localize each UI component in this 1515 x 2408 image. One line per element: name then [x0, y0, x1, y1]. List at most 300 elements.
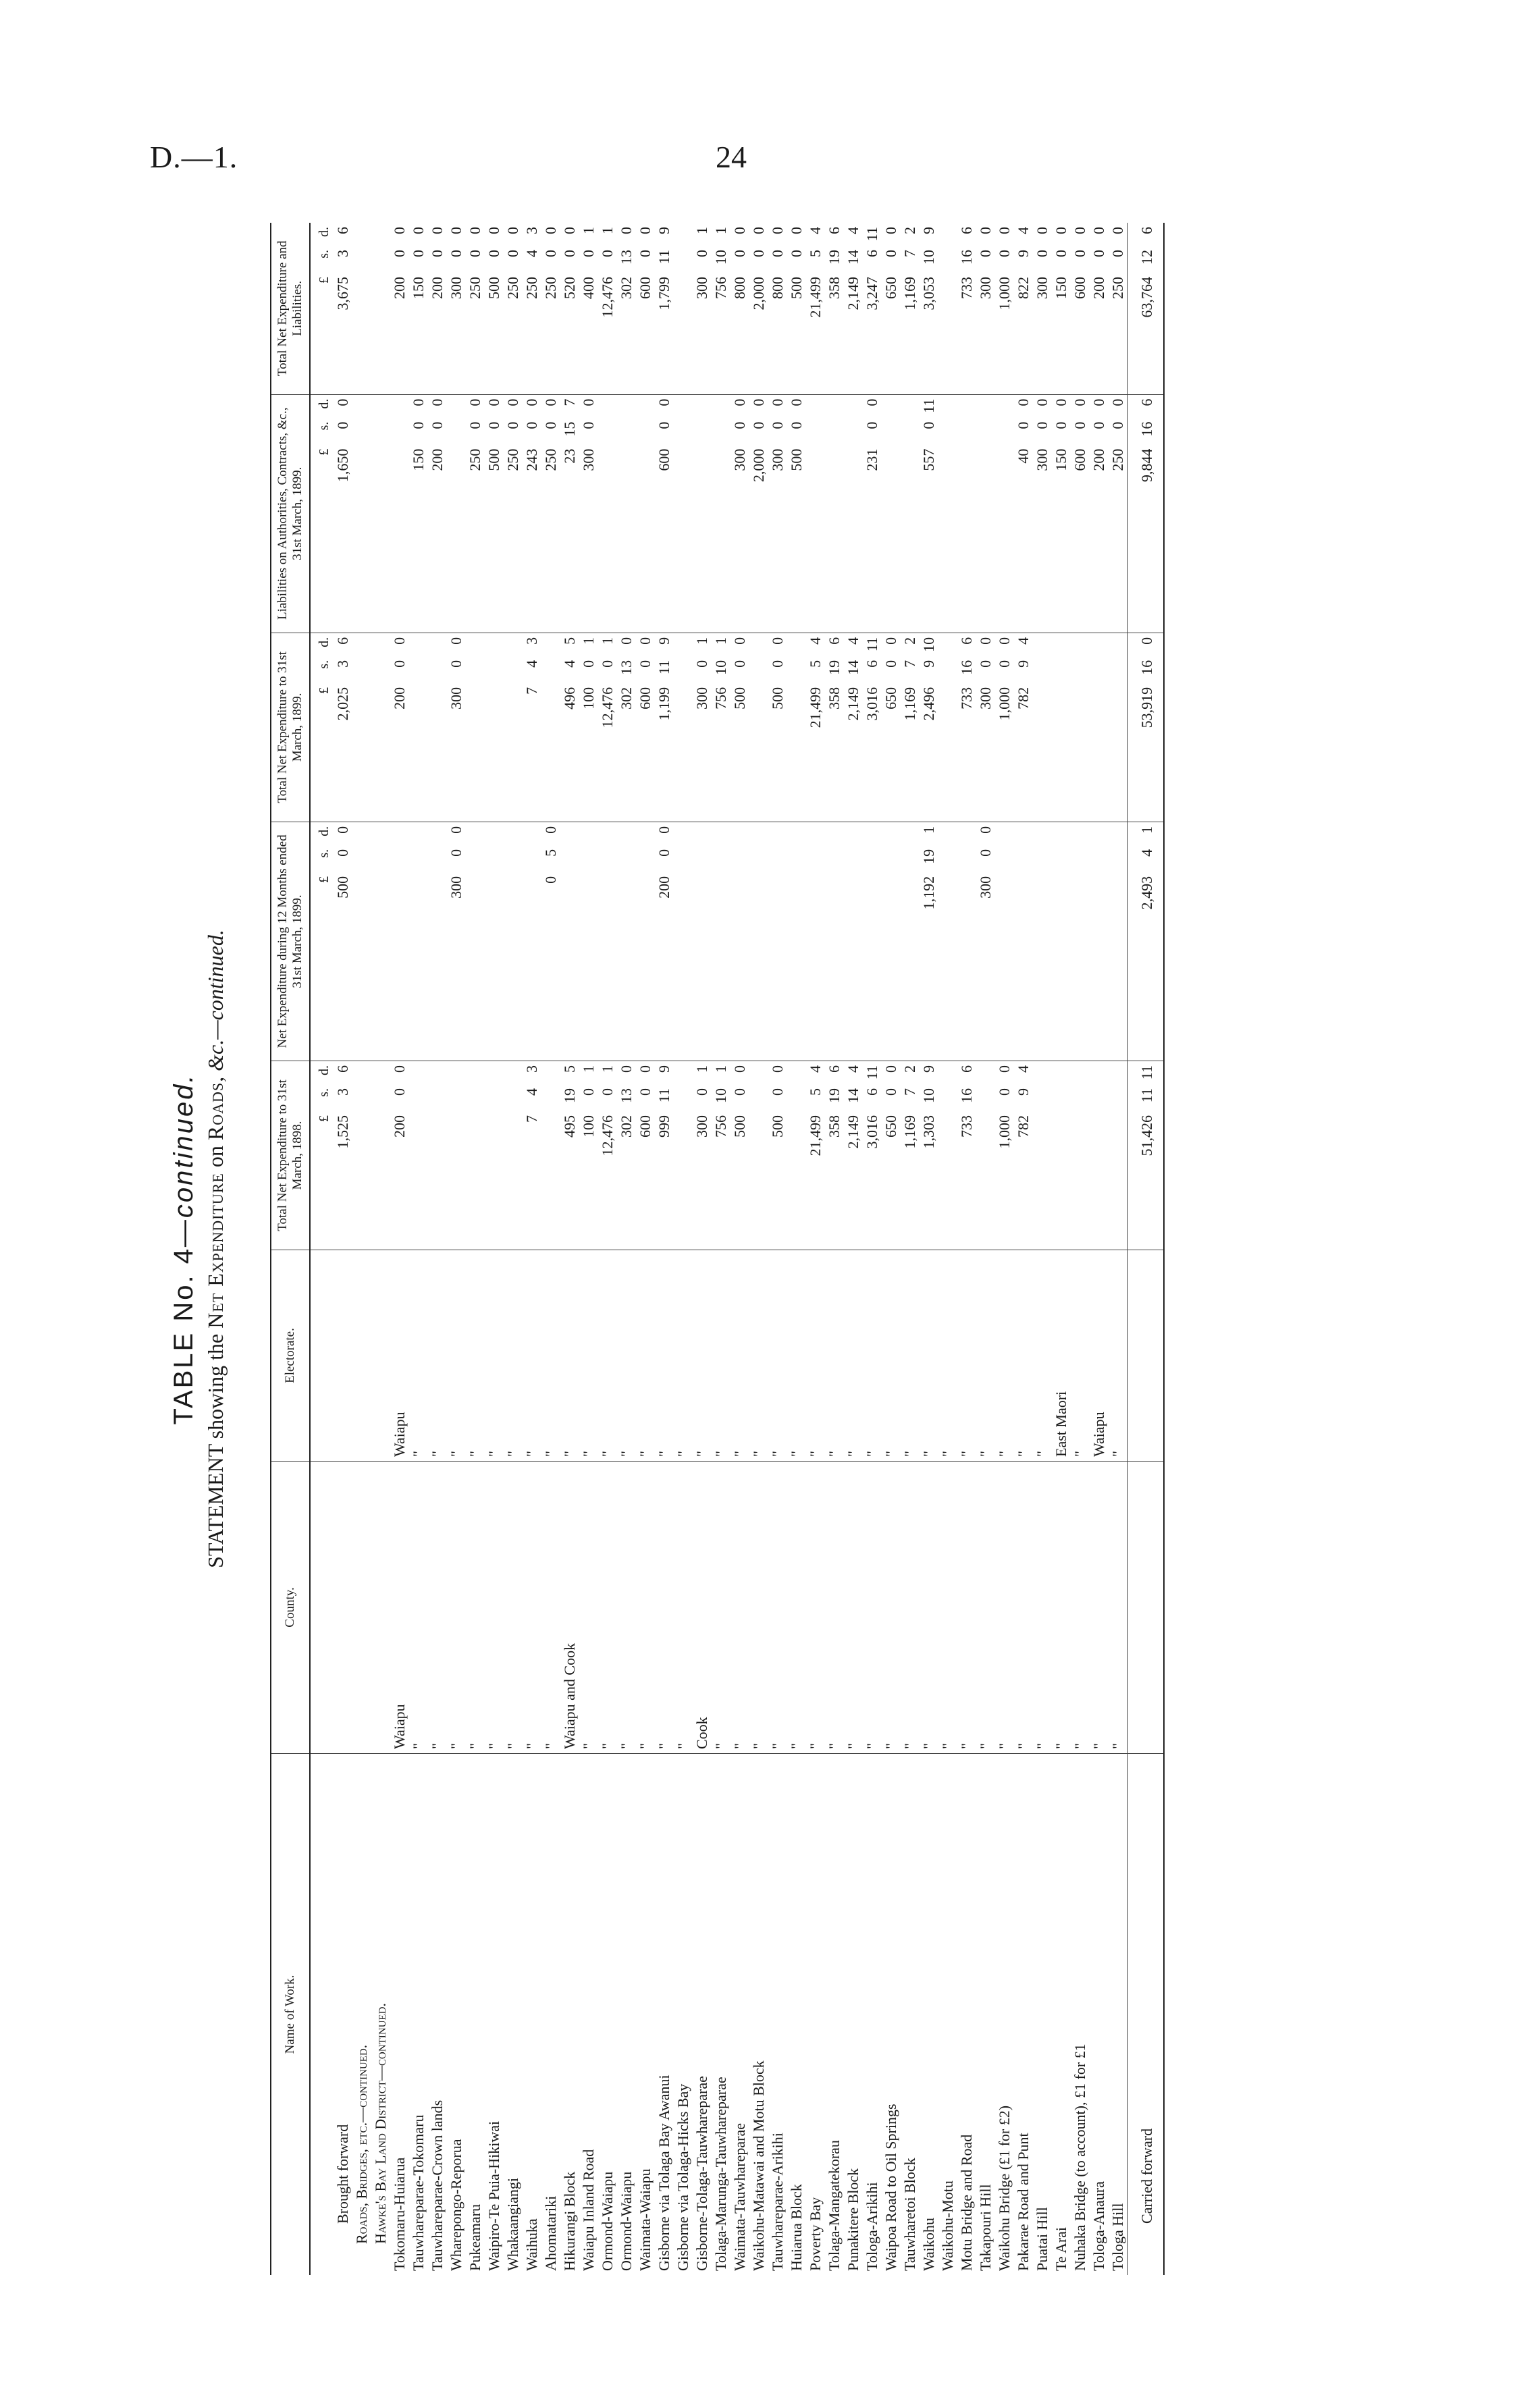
electorate-cell: ": [560, 1250, 579, 1462]
county-cell: ": [1052, 1462, 1071, 1754]
amount-cell: 733 16 6: [957, 633, 976, 822]
amount-cell: [901, 394, 920, 633]
table-row: [730, 223, 749, 2275]
amount-cell: 756 10 1: [712, 223, 730, 394]
table-row: [466, 223, 485, 2275]
table-row: [995, 223, 1014, 2275]
amount-cell: [806, 822, 825, 1061]
electorate-cell: ": [598, 1250, 617, 1462]
amount-cell: 1,169 7 2: [901, 633, 920, 822]
electorate-cell: ": [693, 1250, 712, 1462]
amount-cell: [787, 822, 806, 1061]
amount-cell: [1052, 822, 1071, 1061]
table-row: [1109, 223, 1128, 2275]
brought-forward-row: Brought forward 1,525 3 6 500 0 0 2,025 3 6 1,650 0 0 3,675 3 6: [334, 223, 352, 2275]
amount-cell: 2,149 14 4: [844, 223, 863, 394]
table-row: [825, 223, 844, 2275]
amount-cell: [504, 822, 523, 1061]
amount-cell: [768, 822, 787, 1061]
amount-cell: [674, 822, 693, 1061]
section-heading-roads: Roads, Bridges, etc.—continued.: [353, 2044, 370, 2244]
county-cell: ": [976, 1462, 995, 1754]
county-cell: ": [1109, 1462, 1128, 1754]
amount-cell: [1014, 822, 1033, 1061]
amount-cell: [976, 394, 995, 633]
amount-cell: 250 0 0: [504, 223, 523, 394]
amount-cell: 600 0 0: [1071, 223, 1090, 394]
county-cell: ": [730, 1462, 749, 1754]
amount-cell: 1,000 0 0: [995, 1061, 1014, 1250]
amount-cell: 756 10 1: [712, 633, 730, 822]
subtitle-part-b: Net Expenditure: [203, 1173, 228, 1329]
amount-cell: 1,169 7 2: [901, 1061, 920, 1250]
table-row: [712, 223, 730, 2275]
amount-cell: 23 15 7: [560, 394, 579, 633]
county-cell: ": [409, 1462, 428, 1754]
electorate-cell: ": [976, 1250, 995, 1462]
amount-cell: [1090, 633, 1109, 822]
amount-cell: 250 0 0: [541, 394, 560, 633]
work-name-cell: Tologa-Arikihi: [863, 2182, 880, 2271]
work-name-cell: Whakaangiangi: [504, 2177, 521, 2271]
work-name-cell: Waikohu-Matawai and Motu Block: [750, 2060, 767, 2271]
amount-cell: 500 0 0: [768, 633, 787, 822]
county-cell: ": [749, 1462, 768, 1754]
amount-cell: [1090, 1061, 1109, 1250]
table-row: [636, 223, 655, 2275]
expenditure-table: [270, 223, 1165, 2275]
column-header-row: [271, 223, 310, 2275]
electorate-cell: ": [787, 1250, 806, 1462]
amount-cell: [617, 394, 636, 633]
amount-cell: 650 0 0: [882, 633, 901, 822]
amount-cell: [901, 822, 920, 1061]
work-name-cell: Punakitere Block: [845, 2168, 861, 2271]
amount-cell: 600 0 0: [636, 223, 655, 394]
amount-cell: [579, 822, 598, 1061]
amount-cell: [485, 822, 504, 1061]
amount-cell: [523, 822, 541, 1061]
electorate-cell: ": [617, 1250, 636, 1462]
amount-cell: [749, 822, 768, 1061]
amount-cell: 12,476 0 1: [598, 223, 617, 394]
work-name-cell: Hikurangi Block: [561, 2171, 578, 2271]
table-row: [1071, 223, 1090, 2275]
amount-cell: [674, 1061, 693, 1250]
subtitle-part-c: on: [203, 1140, 228, 1173]
units-cell: £ s. d.: [310, 822, 334, 1061]
table-row: [920, 223, 938, 2275]
county-cell: ": [1071, 1462, 1090, 1754]
amount-cell: [882, 394, 901, 633]
units-cell: £ s. d.: [310, 1061, 334, 1250]
amount-cell: [938, 394, 957, 633]
amount-cell: 2,000 0 0: [749, 394, 768, 633]
amount-cell: 300 0 0: [579, 394, 598, 633]
amount-cell: 300 0 0: [976, 223, 995, 394]
amount-cell: 520 0 0: [560, 223, 579, 394]
title-suffix: continued.: [169, 1073, 198, 1219]
amount-cell: 300 0 0: [447, 633, 466, 822]
units-row: [310, 223, 334, 2275]
amount-cell: 302 13 0: [617, 1061, 636, 1250]
amount-cell: [1033, 1061, 1052, 1250]
county-cell: ": [674, 1462, 693, 1754]
amount-cell: [428, 633, 447, 822]
amount-cell: 822 9 4: [1014, 223, 1033, 394]
table-row: [1052, 223, 1071, 2275]
table-heading: [162, 196, 263, 2302]
section-heading-row: [371, 223, 390, 2275]
amount-cell: [447, 394, 466, 633]
col-header-total-with-liabilities: Total Net Expenditure and Liabilities.: [271, 223, 310, 394]
table-row: [674, 223, 693, 2275]
electorate-cell: ": [523, 1250, 541, 1462]
amount-cell: [428, 822, 447, 1061]
table-row: [976, 223, 995, 2275]
amount-cell: 21,499 5 4: [806, 633, 825, 822]
amount-cell: [466, 1061, 485, 1250]
county-cell: ": [787, 1462, 806, 1754]
table-row: [617, 223, 636, 2275]
table-row: [693, 223, 712, 2275]
amount-cell: 250 0 0: [1109, 394, 1128, 633]
amount-cell: 733 16 6: [957, 223, 976, 394]
county-cell: ": [1033, 1462, 1052, 1754]
electorate-cell: ": [825, 1250, 844, 1462]
page-identifier: D.—1.: [150, 140, 238, 174]
table-body: [310, 223, 1128, 2275]
work-name-cell: Wharepongo-Reporua: [448, 2139, 464, 2271]
amount-cell: [938, 223, 957, 394]
amount-cell: 1,799 11 9: [655, 223, 674, 394]
amount-cell: [976, 1061, 995, 1250]
table-row: [1014, 223, 1033, 2275]
amount-cell: [806, 394, 825, 633]
amount-cell: 300 0 0: [976, 822, 995, 1061]
county-cell: ": [466, 1462, 485, 1754]
amount-cell: [938, 633, 957, 822]
electorate-cell: ": [466, 1250, 485, 1462]
amount-cell: [995, 394, 1014, 633]
amount-cell: [1109, 822, 1128, 1061]
amount-cell: 733 16 6: [957, 1061, 976, 1250]
work-name-cell: Poverty Bay: [807, 2197, 824, 2271]
electorate-cell: ": [995, 1250, 1014, 1462]
amount-cell: [1109, 1061, 1128, 1250]
amount-cell: 300 0 1: [693, 1061, 712, 1250]
section-heading-district: Hawke's Bay Land District—continued.: [372, 2003, 389, 2244]
work-name-cell: Gisborne-Tolaga-Tauwhareparae: [693, 2076, 710, 2271]
work-name-cell: Waimata-Waiapu: [637, 2168, 654, 2271]
amount-cell: [787, 1061, 806, 1250]
county-cell: ": [598, 1462, 617, 1754]
county-cell: ": [863, 1462, 882, 1754]
amount-cell: [485, 1061, 504, 1250]
table-row: [957, 223, 976, 2275]
electorate-cell: ": [1014, 1250, 1033, 1462]
work-name-cell: Waipoa Road to Oil Springs: [882, 2104, 899, 2271]
work-name-cell: Ormond-Waiapu: [618, 2171, 635, 2271]
table-row: [844, 223, 863, 2275]
electorate-cell: ": [541, 1250, 560, 1462]
work-name-cell: Puatai Hill: [1034, 2207, 1051, 2271]
amount-cell: 300 0 0: [447, 223, 466, 394]
amount-cell: [957, 822, 976, 1061]
electorate-cell: ": [806, 1250, 825, 1462]
amount-cell: [390, 394, 409, 633]
amount-cell: [938, 822, 957, 1061]
amount-cell: 250 0 0: [466, 394, 485, 633]
amount-cell: 7 4 3: [523, 1061, 541, 1250]
amount-cell: 495 19 5: [560, 1061, 579, 1250]
table-row: [901, 223, 920, 2275]
amount-cell: 3,016 6 11: [863, 633, 882, 822]
electorate-cell: ": [957, 1250, 976, 1462]
work-name-cell: Waiapu Inland Road: [580, 2149, 597, 2271]
electorate-cell: ": [712, 1250, 730, 1462]
amount-cell: 243 0 0: [523, 394, 541, 633]
amount-cell: [674, 633, 693, 822]
amount-cell: 3,247 6 11: [863, 223, 882, 394]
amount-cell: [1090, 822, 1109, 1061]
amount-cell: 1,000 0 0: [995, 633, 1014, 822]
carried-forward-label: Carried forward: [1138, 2128, 1155, 2224]
amount-cell: [787, 633, 806, 822]
amount-cell: 358 19 6: [825, 633, 844, 822]
amount-cell: 3,016 6 11: [863, 1061, 882, 1250]
amount-cell: 200 0 0: [390, 223, 409, 394]
amount-cell: [863, 822, 882, 1061]
amount-cell: 0 5 0: [541, 822, 560, 1061]
amount-cell: 300 0 0: [730, 394, 749, 633]
amount-cell: 231 0 0: [863, 394, 882, 633]
amount-cell: [693, 394, 712, 633]
amount-cell: [1071, 1061, 1090, 1250]
amount-cell: [541, 1061, 560, 1250]
electorate-cell: ": [655, 1250, 674, 1462]
amount-cell: [712, 822, 730, 1061]
units-cell: £ s. d.: [310, 223, 334, 394]
work-name-cell: Waikohu: [920, 2218, 937, 2271]
work-name-cell: Motu Bridge and Road: [958, 2134, 975, 2271]
county-cell: ": [1014, 1462, 1033, 1754]
amount-cell: 150 0 0: [409, 223, 428, 394]
electorate-cell: ": [1033, 1250, 1052, 1462]
table-row: [390, 223, 409, 2275]
amount-cell: 200 0 0: [1090, 223, 1109, 394]
amount-cell: 600 0 0: [1071, 394, 1090, 633]
amount-cell: [541, 633, 560, 822]
subtitle-part-a: STATEMENT showing the: [203, 1328, 228, 1568]
amount-cell: 250 0 0: [466, 223, 485, 394]
county-cell: ": [901, 1462, 920, 1754]
work-name-cell: Tauwharetoi Block: [901, 2158, 918, 2271]
amount-cell: [485, 633, 504, 822]
table-row: [598, 223, 617, 2275]
amount-cell: 2,149 14 4: [844, 633, 863, 822]
work-name-cell: Waikohu-Motu: [939, 2180, 956, 2271]
amount-cell: 302 13 0: [617, 633, 636, 822]
work-name-cell: Waikohu Bridge (£1 for £2): [996, 2105, 1013, 2271]
electorate-cell: ": [674, 1250, 693, 1462]
county-cell: ": [1090, 1462, 1109, 1754]
table-row: [523, 223, 541, 2275]
amount-cell: 500 0 0: [730, 1061, 749, 1250]
work-name-cell: Tauwhareparae-Arikihi: [769, 2133, 786, 2271]
amount-cell: 21,499 5 4: [806, 223, 825, 394]
amount-cell: 358 19 6: [825, 1061, 844, 1250]
amount-cell: [636, 394, 655, 633]
county-cell: ": [504, 1462, 523, 1754]
amount-cell: 7 4 3: [523, 633, 541, 822]
col-header-liabilities: Liabilities on Authorities, Contracts, &c., 31st March, 1899.: [271, 394, 310, 633]
amount-cell: 782 9 4: [1014, 633, 1033, 822]
amount-cell: 600 0 0: [636, 1061, 655, 1250]
amount-cell: 300 0 0: [447, 822, 466, 1061]
amount-cell: 12,476 0 1: [598, 1061, 617, 1250]
amount-cell: 250 0 0: [504, 394, 523, 633]
work-name-cell: Pakarae Road and Punt: [1015, 2133, 1032, 2271]
county-cell: ": [995, 1462, 1014, 1754]
county-cell: ": [712, 1462, 730, 1754]
amount-cell: 1,169 7 2: [901, 223, 920, 394]
electorate-cell: Waiapu: [390, 1250, 409, 1462]
amount-cell: 3,053 10 9: [920, 223, 938, 394]
electorate-cell: ": [485, 1250, 504, 1462]
work-name-cell: Tolaga-Marunga-Tauwhareparae: [712, 2077, 729, 2271]
work-name-cell: Gisborne via Tolaga-Hicks Bay: [674, 2083, 691, 2271]
amount-cell: 300 0 1: [693, 223, 712, 394]
amount-cell: [825, 394, 844, 633]
col-header-name: Name of Work.: [271, 1754, 310, 2276]
amount-cell: 650 0 0: [882, 1061, 901, 1250]
amount-cell: 1,000 0 0: [995, 223, 1014, 394]
amount-cell: 250 4 3: [523, 223, 541, 394]
amount-cell: [730, 822, 749, 1061]
electorate-cell: ": [579, 1250, 598, 1462]
amount-cell: 250 0 0: [541, 223, 560, 394]
county-cell: Waiapu and Cook: [560, 1462, 579, 1754]
amount-cell: 100 0 1: [579, 1061, 598, 1250]
col-header-net-1899: Net Expenditure during 12 Months ended 31st March, 1899.: [271, 822, 310, 1061]
amount-cell: [882, 822, 901, 1061]
amount-cell: 300 0 0: [976, 633, 995, 822]
county-cell: ": [844, 1462, 863, 1754]
work-name-cell: Ormond-Waiapu: [599, 2171, 616, 2271]
page-number: 24: [716, 140, 747, 174]
work-name-cell: Tologa Hill: [1109, 2203, 1126, 2271]
county-cell: ": [428, 1462, 447, 1754]
table-row: [863, 223, 882, 2275]
amount-cell: [749, 1061, 768, 1250]
electorate-cell: ": [863, 1250, 882, 1462]
amount-cell: 150 0 0: [1052, 394, 1071, 633]
electorate-cell: ": [920, 1250, 938, 1462]
amount-cell: 200 0 0: [428, 394, 447, 633]
work-name-cell: Takapouri Hill: [977, 2184, 994, 2271]
table-row: [655, 223, 674, 2275]
table-row: [938, 223, 957, 2275]
amount-cell: 200 0 0: [655, 822, 674, 1061]
table-row: [541, 223, 560, 2275]
county-cell: ": [485, 1462, 504, 1754]
amount-cell: 300 0 0: [1033, 394, 1052, 633]
work-name-cell: Waimata-Tauwhareparae: [731, 2123, 748, 2271]
amount-cell: 1,192 19 1: [920, 822, 938, 1061]
amount-cell: 500 0 0: [768, 1061, 787, 1250]
amount-cell: 1,199 11 9: [655, 633, 674, 822]
county-cell: ": [523, 1462, 541, 1754]
amount-cell: [1033, 822, 1052, 1061]
work-name-cell: Tokomaru-Huiarua: [391, 2157, 408, 2271]
section-heading-row: [352, 223, 371, 2275]
amount-cell: [504, 633, 523, 822]
amount-cell: [938, 1061, 957, 1250]
amount-cell: 100 0 1: [579, 633, 598, 822]
electorate-cell: ": [504, 1250, 523, 1462]
electorate-cell: ": [901, 1250, 920, 1462]
table-row: [447, 223, 466, 2275]
work-name-cell: Tauwhareparae-Crown lands: [429, 2099, 446, 2271]
amount-cell: 500 0 0: [787, 394, 806, 633]
county-cell: ": [938, 1462, 957, 1754]
amount-cell: 2,496 9 10: [920, 633, 938, 822]
amount-cell: [1052, 1061, 1071, 1250]
amount-cell: 600 0 0: [655, 394, 674, 633]
rotated-table-sheet: [162, 196, 1371, 2302]
work-name-cell: Tolaga-Mangatekorau: [826, 2140, 843, 2271]
county-cell: ": [636, 1462, 655, 1754]
amount-cell: 800 0 0: [768, 223, 787, 394]
table-row: [749, 223, 768, 2275]
amount-cell: [1109, 633, 1128, 822]
county-cell: Waiapu: [390, 1462, 409, 1754]
county-cell: ": [579, 1462, 598, 1754]
table-row: [1033, 223, 1052, 2275]
amount-cell: [390, 822, 409, 1061]
amount-cell: 500 0 0: [485, 223, 504, 394]
units-cell: £ s. d.: [310, 394, 334, 633]
electorate-cell: ": [428, 1250, 447, 1462]
brought-forward-label: Brought forward: [334, 2124, 351, 2224]
table-title: [169, 196, 199, 2302]
table-row: [560, 223, 579, 2275]
electorate-cell: ": [749, 1250, 768, 1462]
amount-cell: 300 0 1: [693, 633, 712, 822]
work-name-cell: Te Arai: [1053, 2226, 1069, 2271]
amount-cell: 782 9 4: [1014, 1061, 1033, 1250]
amount-cell: [749, 633, 768, 822]
county-cell: ": [541, 1462, 560, 1754]
work-name-cell: Huiarua Block: [788, 2184, 805, 2271]
amount-cell: [409, 822, 428, 1061]
amount-cell: 12,476 0 1: [598, 633, 617, 822]
amount-cell: [409, 1061, 428, 1250]
table-subtitle: [203, 196, 228, 2302]
table-row: [806, 223, 825, 2275]
work-name-cell: Waipiro-Te Puia-Hikiwai: [485, 2120, 502, 2271]
amount-cell: [598, 822, 617, 1061]
amount-cell: 150 0 0: [1052, 223, 1071, 394]
amount-cell: 496 4 5: [560, 633, 579, 822]
amount-cell: 400 0 1: [579, 223, 598, 394]
electorate-cell: East Maori: [1052, 1250, 1071, 1462]
amount-cell: 999 11 9: [655, 1061, 674, 1250]
amount-cell: [995, 822, 1014, 1061]
amount-cell: [674, 223, 693, 394]
units-cell: £ s. d.: [310, 633, 334, 822]
